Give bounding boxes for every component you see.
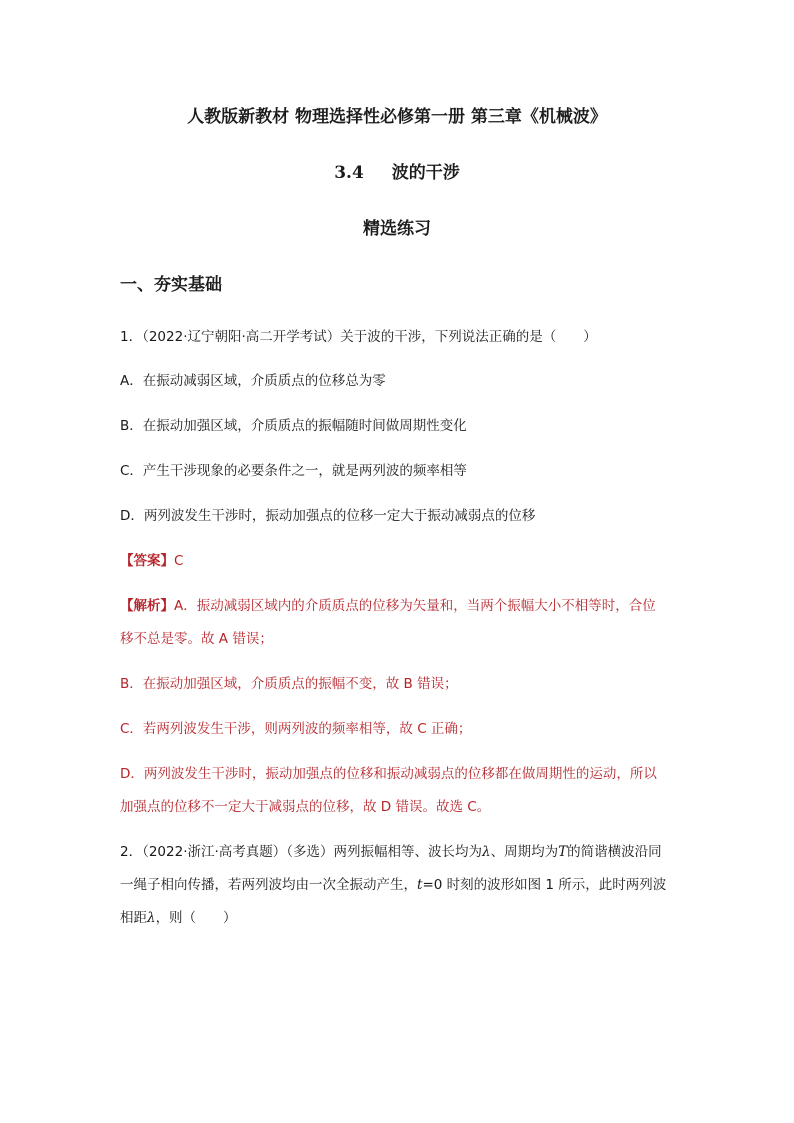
q2-text: 2．（2022·浙江·高考真题）（多选）两列振幅相等、波长均为 bbox=[120, 844, 483, 860]
analysis-line-2: 移不总是零。故 A 错误； bbox=[120, 631, 273, 647]
lambda-symbol: λ bbox=[147, 910, 156, 926]
analysis-line-1 bbox=[120, 596, 680, 616]
main-title: 人教版新教材 物理选择性必修第一册 第三章《机械波》 bbox=[187, 107, 607, 127]
question-1-option-d: D．两列波发生干涉时，振动加强点的位移一定大于振动减弱点的位移 bbox=[120, 508, 536, 524]
q2-text: 、周期均为 bbox=[490, 844, 559, 860]
question-2-line-3 bbox=[120, 908, 680, 928]
subtitle: 精选练习 bbox=[363, 219, 431, 239]
answer-label: 【答案】 bbox=[120, 553, 174, 569]
q2-text: ，则（ ） bbox=[155, 910, 237, 926]
time-symbol: t bbox=[417, 877, 423, 893]
analysis-text: A．振动减弱区域内的介质质点的位移为矢量和，当两个振幅大小不相等时，合位 bbox=[174, 598, 656, 614]
question-1-answer bbox=[120, 551, 680, 571]
analysis-line-4: C．若两列波发生干涉，则两列波的频率相等，故 C 正确； bbox=[120, 721, 472, 737]
answer-value: C bbox=[174, 553, 184, 569]
period-symbol: T bbox=[558, 844, 568, 860]
q2-text: 相距 bbox=[120, 910, 147, 926]
lambda-symbol: λ bbox=[482, 844, 491, 860]
q2-text: 的简谐横波沿同 bbox=[567, 844, 662, 860]
question-1-option-b: B．在振动加强区域，介质质点的振幅随时间做周期性变化 bbox=[120, 418, 467, 434]
question-1-option-a: A．在振动减弱区域，介质质点的位移总为零 bbox=[120, 373, 386, 389]
question-2-line-2 bbox=[120, 875, 680, 895]
section-number: 3.4 bbox=[334, 163, 364, 183]
question-1-stem: 1．（2022·辽宁朝阳·高二开学考试）关于波的干涉，下列说法正确的是（ ） bbox=[120, 329, 597, 345]
analysis-line-6: 加强点的位移不一定大于减弱点的位移，故 D 错误。故选 C。 bbox=[120, 799, 491, 815]
analysis-label: 【解析】 bbox=[120, 598, 174, 614]
part-heading: 一、夯实基础 bbox=[120, 275, 222, 295]
analysis-line-3: B．在振动加强区域，介质质点的振幅不变，故 B 错误； bbox=[120, 676, 458, 692]
question-1-option-c: C．产生干涉现象的必要条件之一，就是两列波的频率相等 bbox=[120, 463, 467, 479]
section-name: 波的干涉 bbox=[391, 163, 460, 183]
q2-text: =0 时刻的波形如图 1 所示，此时两列波 bbox=[422, 877, 667, 893]
analysis-line-5: D．两列波发生干涉时，振动加强点的位移和振动减弱点的位移都在做周期性的运动，所以 bbox=[120, 766, 657, 782]
q2-text: 一绳子相向传播，若两列波均由一次全振动产生， bbox=[120, 877, 417, 893]
question-2-line-1 bbox=[120, 842, 680, 862]
section-title bbox=[0, 161, 794, 185]
